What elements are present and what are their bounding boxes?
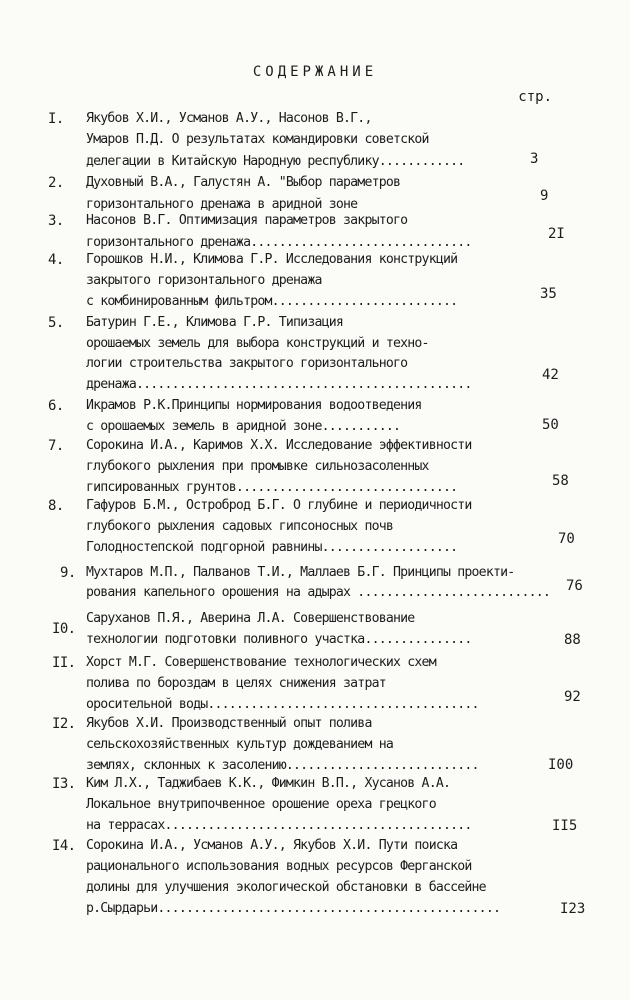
entry-page: 70 xyxy=(558,531,575,547)
entry-line: горизонтального дренажа в аридной зоне xyxy=(86,197,358,212)
entry-page: 92 xyxy=(564,689,581,705)
entry-line: глубокого рыхления садовых гипсоносных почв xyxy=(86,519,394,534)
entry-line: полива по бороздам в целях снижения затрат xyxy=(86,676,386,691)
entry-line: землях, склонных к засолению........................... xyxy=(86,758,479,773)
entry-line: технологии подготовки поливного участка............... xyxy=(86,632,472,647)
entry-number: I3. xyxy=(52,776,76,792)
entry-page: 88 xyxy=(564,632,581,648)
entry-number: II. xyxy=(52,655,76,671)
entry-page: I00 xyxy=(548,757,574,773)
entry-line: сельскохозяйственных культур дождеванием на xyxy=(86,737,394,752)
entry-line: дренажа............................................... xyxy=(86,377,472,392)
entry-number: 6. xyxy=(48,398,64,414)
entry-line: Ким Л.Х., Таджибаев К.К., Фимкин В.П., Хусанов А.А. xyxy=(86,776,451,791)
entry-number: I4. xyxy=(52,838,76,854)
entry-page: 9 xyxy=(540,188,549,204)
entry-number: 4. xyxy=(48,252,64,268)
entry-number: 9. xyxy=(60,565,76,581)
entry-line: логии строительства закрытого горизонтального xyxy=(86,356,408,371)
entry-line: Локальное внутрипочвенное орошение ореха грецкого xyxy=(86,797,436,812)
entry-line: р.Сырдарьи................................................ xyxy=(86,901,501,916)
entry-line: глубокого рыхления при промывке сильнозасоленных xyxy=(86,459,429,474)
entry-line: оросительной воды...................................... xyxy=(86,697,479,712)
entry-line: орошаемых земель для выбора конструкций и техно- xyxy=(86,336,429,351)
entry-page: 58 xyxy=(552,473,569,489)
entry-line: Саруханов П.Я., Аверина Л.А. Совершенствование xyxy=(86,611,415,626)
entry-number: 3. xyxy=(48,213,64,229)
entry-line: Голодностепской подгорной равнины................... xyxy=(86,540,458,555)
entry-line: рования капельного орошения на адырах ........................... xyxy=(86,585,551,600)
entry-line: Батурин Г.Е., Климова Г.Р. Типизация xyxy=(86,315,344,330)
entry-line: Гафуров Б.М., Остроброд Б.Г. О глубине и периодичности xyxy=(86,498,472,513)
entry-page: II5 xyxy=(552,818,578,834)
entry-page: 3 xyxy=(530,151,539,167)
entry-line: с орошаемых земель в аридной зоне........... xyxy=(86,419,401,434)
entry-line: гипсированных грунтов............................... xyxy=(86,480,458,495)
entry-number: 7. xyxy=(48,438,64,454)
toc-title: СОДЕРЖАНИЕ xyxy=(252,64,378,80)
entry-page: I23 xyxy=(560,901,586,917)
entry-line: на террасах........................................... xyxy=(86,818,472,833)
entry-number: I0. xyxy=(52,621,76,637)
entry-line: Хорст М.Г. Совершенствование технологических схем xyxy=(86,655,436,670)
entry-line: Якубов Х.И., Усманов А.У., Насонов В.Г., xyxy=(86,111,372,126)
entry-line: Сорокина И.А., Каримов Х.Х. Исследование эффективности xyxy=(86,438,472,453)
entry-line: Умаров П.Д. О результатах командировки советской xyxy=(86,132,429,147)
entry-page: 76 xyxy=(566,578,583,594)
entry-line: Сорокина И.А., Усманов А.У., Якубов Х.И. Пути поиска xyxy=(86,838,458,853)
entry-page: 42 xyxy=(542,367,559,383)
entry-line: с комбинированным фильтром.......................... xyxy=(86,294,458,309)
entry-line: Насонов В.Г. Оптимизация параметров закрытого xyxy=(86,213,408,228)
entry-page: 35 xyxy=(540,286,557,302)
entry-number: I. xyxy=(48,111,64,127)
entry-line: рационального использования водных ресурсов Ферганской xyxy=(86,859,472,874)
entry-number: I2. xyxy=(52,716,76,732)
entry-number: 5. xyxy=(48,315,64,331)
entry-line: долины для улучшения экологической обстановки в бассейне xyxy=(86,880,486,895)
entry-line: Икрамов Р.К.Принципы нормирования водоотведения xyxy=(86,398,422,413)
entry-line: закрытого горизонтального дренажа xyxy=(86,273,322,288)
entry-page: 50 xyxy=(542,417,559,433)
entry-line: Якубов Х.И. Производственный опыт полива xyxy=(86,716,372,731)
entry-line: Мухтаров М.П., Палванов Т.И., Маллаев Б.Г. Принципы проекти- xyxy=(86,565,515,580)
entry-number: 8. xyxy=(48,498,64,514)
entry-page: 2I xyxy=(548,226,565,242)
entry-line: горизонтального дренажа............................... xyxy=(86,235,472,250)
entry-number: 2. xyxy=(48,175,64,191)
entry-line: делегации в Китайскую Народную республику............ xyxy=(86,154,465,169)
page-column-label: стр. xyxy=(518,89,552,105)
entry-line: Духовный В.А., Галустян А. "Выбор параметров xyxy=(86,175,401,190)
entry-line: Горошков Н.И., Климова Г.Р. Исследования конструкций xyxy=(86,252,458,267)
